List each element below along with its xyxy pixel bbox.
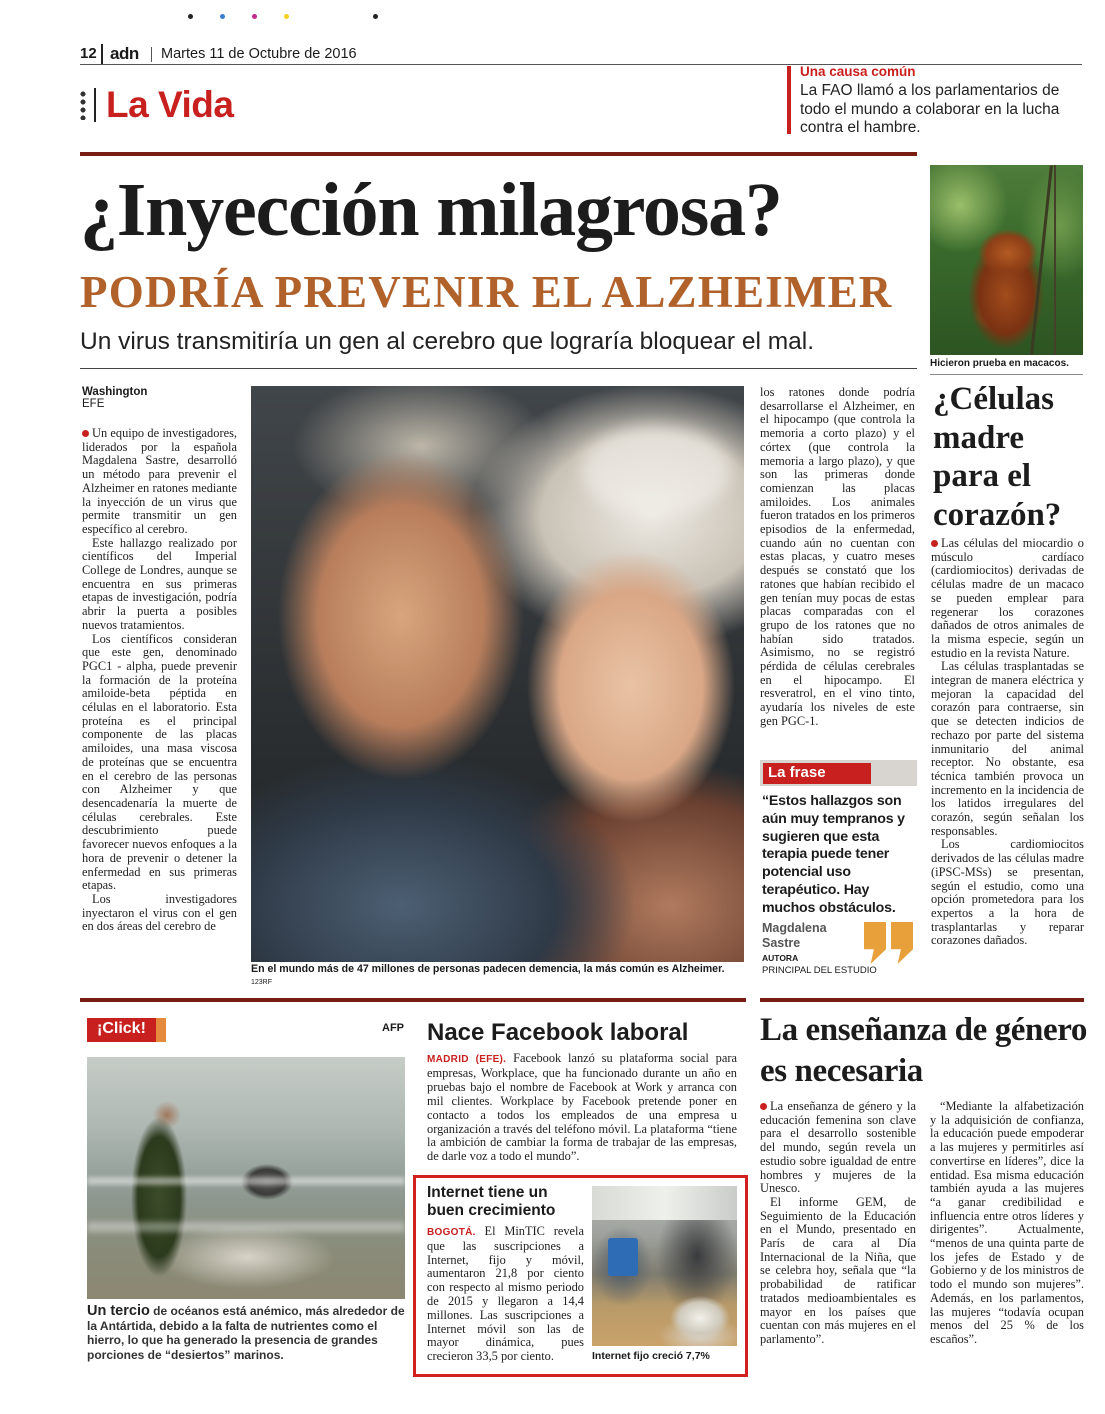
side-rule: [930, 374, 1083, 375]
header-divider: [151, 47, 152, 62]
quote-author-role: AUTORA: [762, 953, 799, 963]
bullet-dot-icon: [931, 540, 938, 547]
quote-text: “Estos hallazgos son aún muy tempranos y sugieren que esta terapia puede tener potencial uso terapéutico. Hay muchos obstáculos.: [762, 793, 905, 916]
quote-marks-icon: [864, 922, 886, 964]
promo-box: [787, 64, 1083, 138]
internet-dateline: BOGOTÁ.: [427, 1227, 476, 1238]
promo-bar: [787, 66, 791, 134]
page-header: [80, 44, 1080, 66]
gender-article-col2: [930, 1100, 1084, 1347]
click-caption: [87, 1304, 405, 1362]
top-section-rule: [80, 152, 917, 156]
article-paragraph: Los cardiomiocitos derivados de las células madre (iPSC-MSs) se presentan, según el estudio, como una opción prometedora para los expertos a la hora de trasplantarlas y reparar corazones dañados.: [931, 837, 1084, 948]
click-caption-bold: Un tercio: [87, 1303, 150, 1319]
section-title: La Vida: [106, 84, 234, 125]
quote-author-title: PRINCIPAL DEL ESTUDIO: [762, 965, 877, 976]
gender-article-col1: [760, 1100, 916, 1347]
section-dots-icon: [80, 90, 86, 120]
facebook-text: Facebook lanzó su plataforma social para empresas, Workplace, que ha funcionado durante un año en pruebas bajo el nombre de Facebook at Work y arranca con mil clientes. Workplace by Facebook pretende poner en contacto a todos los empleados de una empresa u organización a través del teléfono móvil. La plataforma “tiene la ambición de cambiar la forma de trabajar de las empresas, de darle voz a todo el mundo”.: [427, 1051, 737, 1164]
quote-box: [760, 760, 917, 980]
quote-label: La frase: [763, 763, 871, 784]
cafe-blue-chair: [608, 1238, 638, 1276]
article-paragraph: Los científicos consideran que este gen, denominado PGC1 - alpha, puede prevenir la formación de la proteína amiloide-beta péptida en células en el laboratorio. Esta proteína es el principal componente de las placas amiloides, una masa viscosa de proteínas que se encuentra en el cerebro de las personas con Alzheimer y que desencadenaría la muerte de células cerebrales. Este descubrimiento puede favorecer nuevos enfoques a la hora de prevenir o detener la enfermedad en sus primeras etapas.: [82, 631, 237, 893]
beach-dog-photo: [87, 1057, 405, 1299]
bottom-section-rule-left: [80, 998, 746, 1002]
article-paragraph: Los investigadores inyectaron el virus con el gen en dos áreas del cerebro de: [82, 891, 237, 934]
photo-credit: 123RF: [251, 979, 273, 986]
facebook-article: [427, 1052, 737, 1164]
article-paragraph: Un equipo de investigadores, liderados por la española Magdalena Sastre, desarrolló un método para prevenir el Alzheimer en ratones mediante la inyección de un virus que permite transmitir un gen específico al cerebro.: [82, 426, 237, 536]
side-headline: ¿Células madre para el corazón?: [933, 381, 1062, 533]
side-article: [931, 537, 1084, 948]
vine-stroke: [1030, 165, 1053, 354]
promo-kicker: Una causa común: [800, 64, 916, 79]
bullet-dot-icon: [82, 430, 89, 437]
article-paragraph: El informe GEM, de Seguimiento de la Educación en el Mundo, presentado en París de cara al Día Internacional de la Niña, que se celebra hoy, señala que “la probabilidad de ratificar tratados medioambientales es mayor en los países que cuentan con más mujeres en el parlamento”.: [760, 1194, 916, 1346]
click-label: ¡Click!: [87, 1018, 166, 1042]
facebook-dateline: MADRID (EFE).: [427, 1054, 507, 1065]
dateline-agency: EFE: [82, 398, 105, 410]
main-article-col2: [760, 386, 915, 729]
main-photo-caption: En el mundo más de 47 millones de personas padecen demencia, la más común es Alzheimer. 123RF: [251, 963, 725, 986]
main-article-col1: [82, 427, 237, 934]
main-deck-rule: [80, 368, 917, 369]
orangutan-photo: [930, 165, 1083, 355]
internet-cafe-photo: [592, 1186, 737, 1346]
click-agency: AFP: [382, 1022, 404, 1034]
internet-photo-caption: Internet fijo creció 7,7%: [592, 1350, 710, 1362]
main-deck: Un virus transmitiría un gen al cerebro que lograría bloquear el mal.: [80, 328, 815, 355]
dateline-place: Washington: [82, 386, 148, 398]
bottom-section-rule-right: [760, 998, 1084, 1002]
quote-author-name: Magdalena Sastre: [762, 921, 827, 950]
wave-foam: [87, 1177, 405, 1185]
gender-headline: La enseñanza de género es necesaria: [760, 1012, 1088, 1089]
main-headline: ¿Inyección milagrosa?: [80, 168, 782, 252]
cafe-window: [592, 1186, 737, 1220]
internet-text: El MinTIC revela que las suscripciones a Internet, fijo y móvil, aumentaron 21,8 por ciento con respecto al mismo periodo de 2015 y llegaron a 14,4 millones. Las suscripciones a Internet móvil son las de mayor dinámica, pues crecieron 33,5 por ciento.: [427, 1224, 584, 1364]
brand-logo: adn: [110, 44, 139, 63]
article-paragraph: “Mediante la alfabetización y la adquisición de confianza, la educación puede empoderar a las mujeres y permitirles así convertirse en líderes”, dice la entidad. Esa misma educación también ayuda a las mujeres “a ganar credibilidad e influencia entre otros líderes y dirigentes”. Actualmente, “menos de una quinta parte de los jefes de Estado y de Gobierno y de los ministros de todo el mundo son mujeres”. Además, en los parlamentos, las mujeres “todavía ocupan menos del 25 % de los escaños”.: [930, 1099, 1084, 1346]
page-number: 12: [80, 45, 97, 62]
article-paragraph: La enseñanza de género y la educación femenina son clave para el desarrollo sostenible del mundo, según revela un estudio sobre igualdad de entre hombres y mujeres de la Unesco.: [760, 1099, 916, 1196]
click-caption-text: de océanos está anémico, más alrededor de la Antártida, debido a la falta de nutrientes como el hierro, lo que ha generado la presencia de grandes porciones de “desiertos” marinos.: [87, 1304, 405, 1362]
wave-foam: [87, 1222, 405, 1232]
section-tag: [80, 84, 380, 126]
main-photo-elderly-couple: [251, 386, 744, 962]
quote-marks-icon: [891, 922, 913, 964]
article-paragraph: Este hallazgo realizado por científicos del Imperial College de Londres, aunque se encuentra en sus primeras etapas de investigación, podría abrir la puerta a posibles nuevos tratamientos.: [82, 535, 237, 632]
section-divider: [94, 88, 96, 122]
internet-article: [427, 1225, 584, 1364]
article-paragraph: Las células trasplantadas se integran de manera eléctrica y mejoran la capacidad del corazón para contraerse, sin que se detecten indicios de rechazo por parte del sistema inmunitario del animal receptor. No obstante, esa técnica también provoca un incremento en la incidencia de los latidos irregulares del corazón, según señalan los responsables.: [931, 659, 1084, 838]
header-divider: [101, 44, 103, 64]
main-subhead: PODRÍA PREVENIR EL ALZHEIMER: [80, 267, 893, 317]
promo-text: La FAO llamó a los parlamentarios de todo el mundo a colaborar en la lucha contra el hambre.: [800, 82, 1060, 136]
print-registration-marks: [188, 14, 388, 20]
internet-headline: Internet tiene un buen crecimiento: [427, 1184, 556, 1219]
issue-date: Martes 11 de Octubre de 2016: [161, 46, 357, 62]
dateline: [82, 386, 242, 410]
facebook-headline: Nace Facebook laboral: [427, 1019, 689, 1046]
vine-stroke: [1054, 165, 1056, 355]
bullet-dot-icon: [760, 1103, 767, 1110]
internet-story-box: [413, 1175, 748, 1377]
article-paragraph: Las células del miocardio o músculo cardíaco (cardiomiocitos) derivadas de células madre de un macaco se pueden emplear para regenerar los corazones dañados de otros animales de la misma especie, según un estudio en la revista Nature.: [931, 536, 1084, 660]
photo-highlight: [581, 426, 731, 516]
click-photo-box: [82, 1012, 408, 1372]
orangutan-caption: Hicieron prueba en macacos.: [930, 358, 1069, 369]
article-paragraph: los ratones donde podría desarrollarse el Alzheimer, en el hipocampo (que controla la memoria a corto plazo) y el córtex (que controla la memoria a largo plazo), y que son las primeras donde comienzan las placas amiloides. Los animales fueron tratados en los primeros episodios de la enfermedad, cuando aún no cuentan con estas placas, y cuatro meses después se constató que los ratones que habían recibido el gen tenían muy pocas de estas placas comparadas con el grupo de los ratones que no habían sido tratados. Asimismo, no se registró pérdida de células cerebrales en el hipocampo. El resveratrol, en el vino tinto, ayudaría los niveles de este gen PGC-1.: [760, 385, 915, 728]
